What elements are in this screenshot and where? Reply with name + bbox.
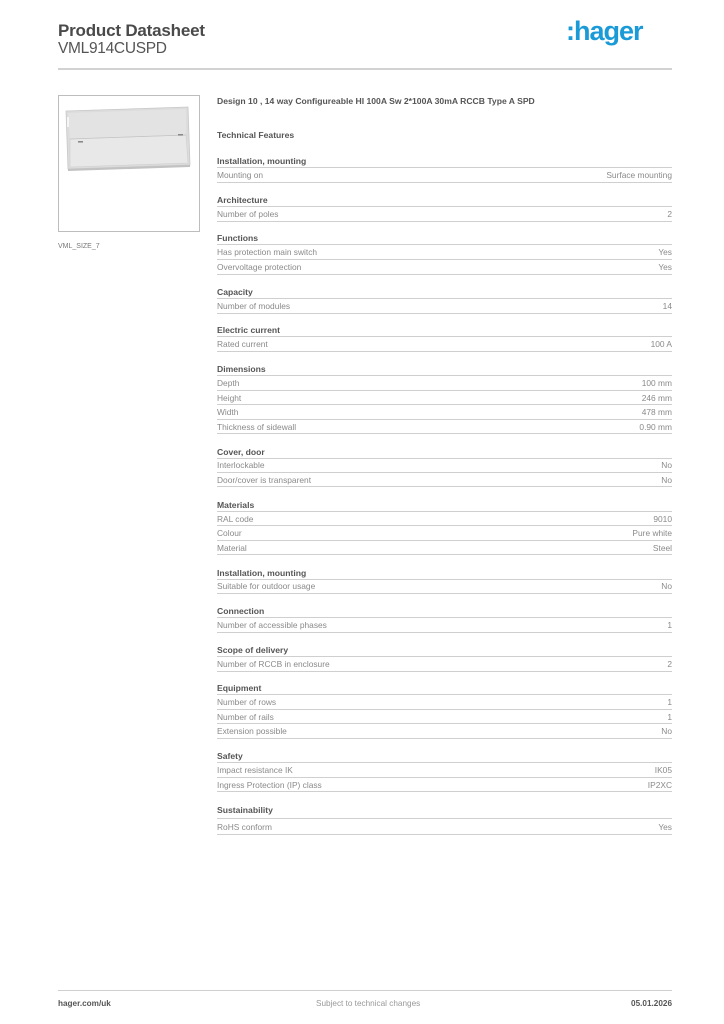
spec-row bbox=[217, 778, 672, 793]
spec-row bbox=[217, 618, 672, 633]
spec-label: Extension possible bbox=[217, 726, 287, 736]
spec-value: 1 bbox=[667, 711, 672, 722]
footer-disclaimer: Subject to technical changes bbox=[316, 999, 421, 1008]
spec-label: Number of RCCB in enclosure bbox=[217, 659, 330, 669]
footer-date: 05.01.2026 bbox=[631, 999, 672, 1008]
spec-label: Number of accessible phases bbox=[217, 620, 327, 630]
group-title: Equipment bbox=[217, 682, 672, 695]
group-title: Capacity bbox=[217, 286, 672, 299]
spec-row bbox=[217, 405, 672, 420]
technical-features-heading: Technical Features bbox=[217, 130, 295, 140]
spec-label: Colour bbox=[217, 528, 242, 538]
spec-label: Width bbox=[217, 407, 239, 417]
spec-value: Yes bbox=[658, 822, 672, 832]
spec-value: 9010 bbox=[653, 513, 672, 524]
spec-value: Steel bbox=[652, 542, 672, 553]
spec-row bbox=[217, 695, 672, 710]
spec-label: Suitable for outdoor usage bbox=[217, 581, 316, 591]
spec-label: Interlockable bbox=[217, 460, 265, 470]
spec-label: Has protection main switch bbox=[217, 247, 318, 257]
spec-row bbox=[217, 458, 672, 473]
spec-row bbox=[217, 245, 672, 260]
spec-row bbox=[217, 763, 672, 778]
header-divider bbox=[58, 68, 672, 70]
spec-row bbox=[217, 541, 672, 556]
group-title: Cover, door bbox=[217, 446, 672, 459]
spec-value: IK05 bbox=[654, 765, 672, 775]
spec-value: IP2XC bbox=[647, 779, 672, 790]
spec-value: 2 bbox=[667, 659, 672, 669]
spec-label: Material bbox=[217, 542, 247, 553]
group-title: Materials bbox=[217, 499, 672, 512]
spec-row bbox=[217, 207, 672, 222]
spec-row bbox=[217, 710, 672, 725]
spec-row bbox=[217, 473, 672, 488]
product-code: VML914CUSPD bbox=[58, 40, 167, 57]
spec-value: 14 bbox=[662, 301, 672, 311]
spec-value: 100 A bbox=[650, 339, 672, 349]
spec-label: Rated current bbox=[217, 339, 268, 349]
spec-label: Height bbox=[217, 392, 242, 403]
footer-website-link[interactable]: hager.com/uk bbox=[58, 999, 111, 1008]
spec-row bbox=[217, 376, 672, 391]
spec-value: Yes bbox=[658, 247, 672, 257]
group-title: Installation, mounting bbox=[217, 155, 672, 168]
spec-value: 478 mm bbox=[641, 407, 672, 417]
spec-row bbox=[217, 168, 672, 183]
spec-value: 1 bbox=[667, 697, 672, 707]
spec-row bbox=[217, 299, 672, 314]
spec-value: No bbox=[661, 726, 672, 736]
spec-row bbox=[217, 820, 672, 835]
spec-label: RoHS conform bbox=[217, 822, 272, 832]
spec-label: Number of poles bbox=[217, 209, 279, 219]
group-title: Connection bbox=[217, 605, 672, 618]
doc-title: Product Datasheet bbox=[58, 21, 205, 40]
spec-value: 246 mm bbox=[641, 392, 672, 403]
group-title: Dimensions bbox=[217, 363, 672, 376]
spec-label: Thickness of sidewall bbox=[217, 421, 297, 432]
spec-row bbox=[217, 657, 672, 672]
spec-row bbox=[217, 337, 672, 352]
group-title: Scope of delivery bbox=[217, 644, 672, 657]
group-title: Functions bbox=[217, 232, 672, 245]
spec-label: Mounting on bbox=[217, 170, 264, 180]
spec-row bbox=[217, 724, 672, 739]
group-title: Installation, mounting bbox=[217, 567, 672, 580]
spec-label: Number of rows bbox=[217, 697, 277, 707]
spec-value: Surface mounting bbox=[606, 170, 672, 180]
product-description: Design 10 , 14 way Configureable HI 100A Sw 2*100A 30mA RCCB Type A SPD bbox=[217, 96, 535, 106]
spec-value: No bbox=[661, 460, 672, 470]
spec-row bbox=[217, 420, 672, 435]
spec-row bbox=[217, 526, 672, 541]
spec-row bbox=[217, 579, 672, 594]
spec-label: Door/cover is transparent bbox=[217, 474, 312, 485]
spec-label: Number of rails bbox=[217, 711, 274, 722]
spec-label: RAL code bbox=[217, 513, 254, 524]
product-image bbox=[58, 95, 200, 232]
spec-label: Impact resistance IK bbox=[217, 765, 293, 775]
spec-value: 2 bbox=[667, 209, 672, 219]
spec-value: 1 bbox=[667, 620, 672, 630]
spec-value: No bbox=[661, 474, 672, 485]
spec-row bbox=[217, 391, 672, 406]
group-title: Sustainability bbox=[217, 804, 672, 819]
spec-label: Depth bbox=[217, 378, 240, 388]
spec-value: 100 mm bbox=[641, 378, 672, 388]
spec-label: Ingress Protection (IP) class bbox=[217, 779, 322, 790]
hager-logo: :hager bbox=[566, 16, 643, 46]
spec-value: Pure white bbox=[632, 528, 672, 538]
spec-label: Number of modules bbox=[217, 301, 291, 311]
group-title: Architecture bbox=[217, 194, 672, 207]
image-caption: VML_SIZE_7 bbox=[58, 243, 100, 250]
spec-row bbox=[217, 512, 672, 527]
spec-value: 0.90 mm bbox=[639, 421, 672, 432]
footer-divider bbox=[58, 990, 672, 991]
spec-value: Yes bbox=[658, 262, 672, 272]
spec-label: Overvoltage protection bbox=[217, 262, 302, 272]
group-title: Electric current bbox=[217, 324, 672, 337]
spec-row bbox=[217, 260, 672, 275]
group-title: Safety bbox=[217, 750, 672, 763]
enclosure-illustration bbox=[64, 105, 193, 171]
spec-value: No bbox=[661, 581, 672, 591]
